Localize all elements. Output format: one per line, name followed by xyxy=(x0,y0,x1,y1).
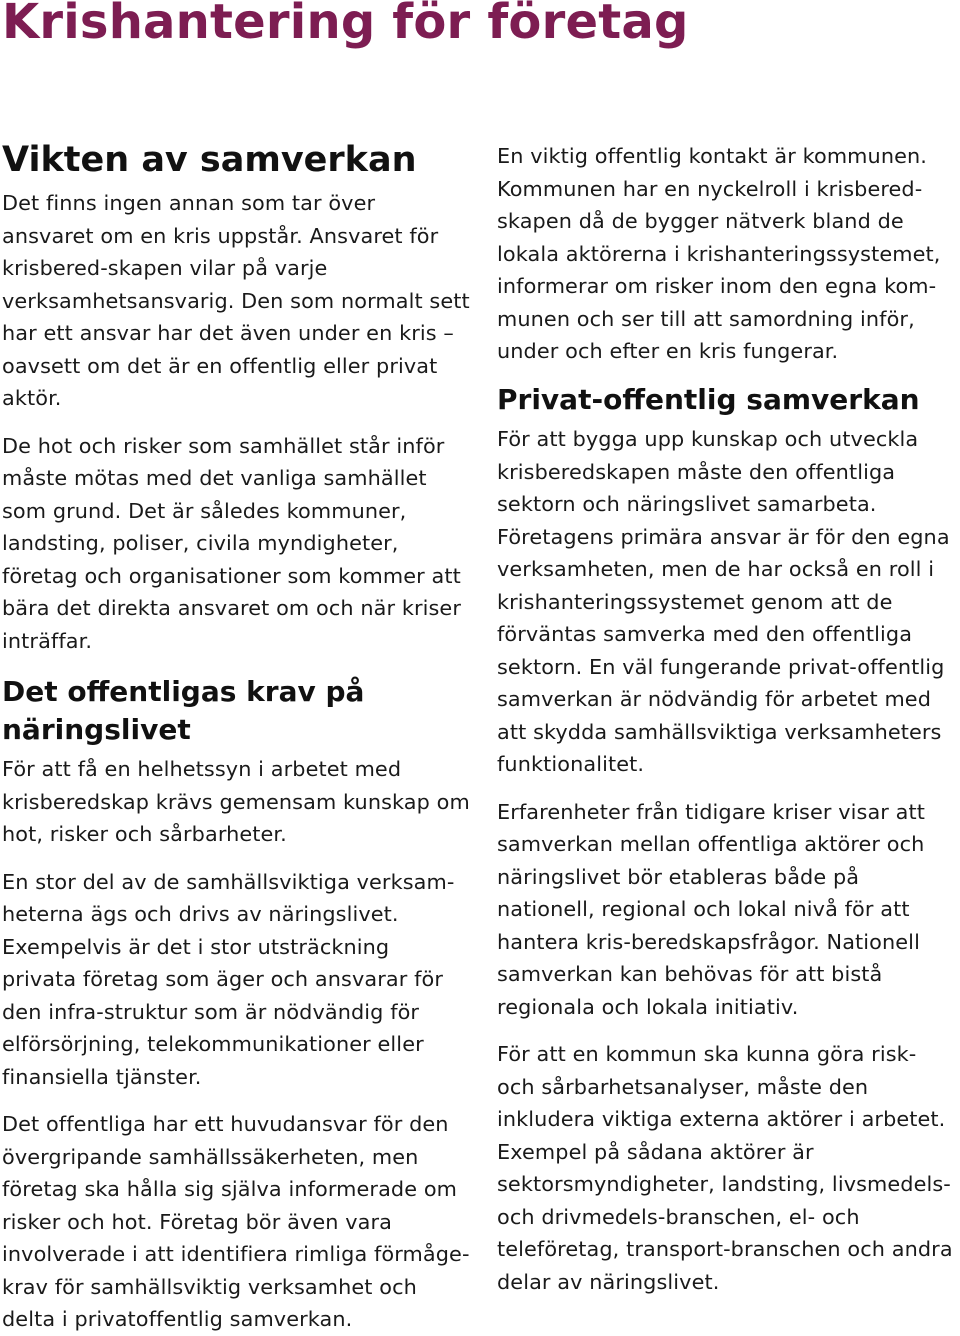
paragraph: För att få en helhetssyn i arbetet med krisberedskap krävs gemensam kunskap om hot, risker och sårbarheter. xyxy=(2,757,470,846)
paragraph: Erfarenheter från tidigare kriser visar att samverkan mellan offentliga aktörer och näringslivet bör etableras både på nationell, regional och lokal nivå för att hantera kris-beredskapsfrågor. Nationell samverkan kan behövas för att bistå regionala och lokala initiativ. xyxy=(497,799,926,1019)
paragraph: För att bygga upp kunskap och utveckla krisberedskapen måste den offentliga sektorn och näringslivet samarbeta. Företagens primära ansvar är för den egna verksamheten, men de har också en roll i krishanteringssystemet genom att de förväntas samverka med den offentliga sektorn. En väl fungerande privat-offentlig samverkan är nödvändig för arbetet med att skydda samhällsviktiga verksamheters funktionalitet. xyxy=(497,427,950,776)
paragraph: De hot och risker som samhället står inför måste mötas med det vanliga samhället som grund. Det är således kommuner, landsting, poliser, civila myndigheter, företag och organisationer som kommer att bära det direkta ansvaret om och när kriser inträffar. xyxy=(2,433,461,653)
section-heading-offentligas-krav: Det offentligas krav på näringslivet xyxy=(2,675,365,746)
right-column xyxy=(497,140,959,1298)
page-title: Krishantering för företag xyxy=(2,0,689,50)
paragraph: En viktig offentlig kontakt är kommunen. Kommunen har en nyckelroll i krisbered-skapen då de bygger nätverk bland de lokala aktörerna i krishanteringssystemet, informerar om risker inom den egna kom-munen och ser till att samordning inför, under och efter en kris fungerar. xyxy=(497,144,941,363)
paragraph: Det offentliga har ett huvudansvar för den övergripande samhällssäkerheten, men företag ska hålla sig själva informerade om risker och hot. Företag bör även vara involverade i att identifiera rimliga förmåge-krav för samhällsviktig verksamhet och delta i privatoffentlig samverkan. xyxy=(2,1112,470,1331)
left-column xyxy=(2,138,470,1336)
paragraph: Det finns ingen annan som tar över ansvaret om en kris uppstår. Ansvaret för krisbered-skapen vilar på varje verksamhetsansvarig. Den som normalt sett har ett ansvar har det även under en kris – oavsett om det är en offentlig eller privat aktör. xyxy=(2,191,470,410)
section-heading-privat-offentlig: Privat-offentlig samverkan xyxy=(497,382,920,416)
section-heading-samverkan: Vikten av samverkan xyxy=(2,140,417,180)
paragraph: För att en kommun ska kunna göra risk- och sårbarhetsanalyser, måste den inkludera viktiga externa aktörer i arbetet. Exempel på sådana aktörer är sektorsmyndigheter, landsting, livsmedels- och drivmedels-branschen, el- och teleföretag, transport-branschen och andra delar av näringslivet. xyxy=(497,1042,953,1294)
paragraph: En stor del av de samhällsviktiga verksam-heterna ägs och drivs av näringslivet. Exempelvis är det i stor utsträckning privata företag som äger och ansvarar för den infra-struktur som är nödvändig för elförsörjning, telekommunikationer eller finansiella tjänster. xyxy=(2,869,455,1089)
